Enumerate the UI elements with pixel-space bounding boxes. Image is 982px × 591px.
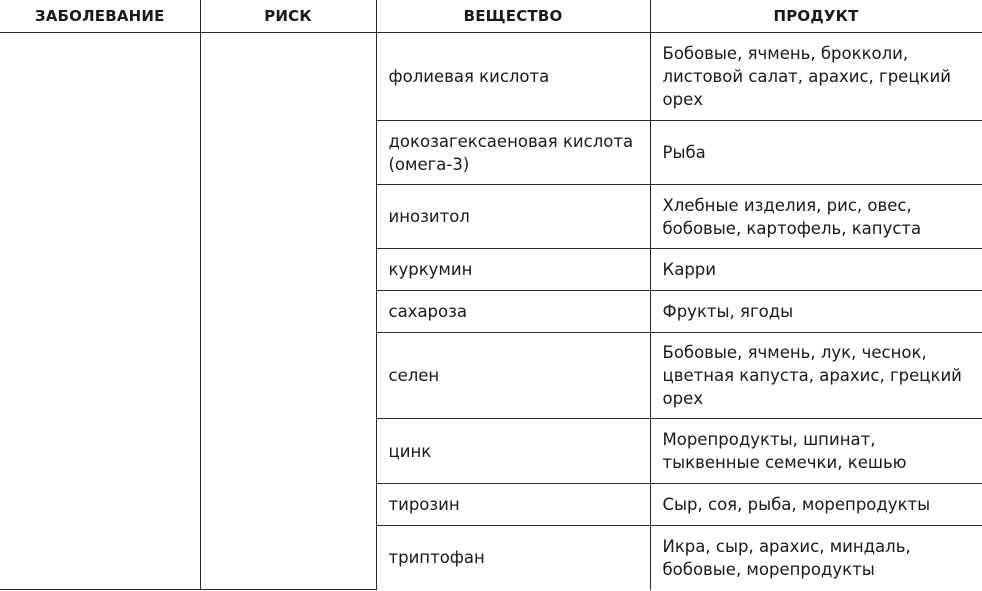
product-cell: Бобовые, ячмень, брокколи, листовой салат, арахис, грецкий орех bbox=[650, 33, 982, 121]
substance-cell: селен bbox=[376, 333, 650, 419]
substance-cell: куркумин bbox=[376, 249, 650, 291]
product-cell: Фрукты, ягоды bbox=[650, 291, 982, 333]
risk-cell bbox=[200, 33, 376, 590]
substance-cell: тирозин bbox=[376, 484, 650, 526]
product-cell: Рыба bbox=[650, 121, 982, 185]
substance-cell: докозагексаеновая кислота (омега-3) bbox=[376, 121, 650, 185]
header-risk: РИСК bbox=[200, 0, 376, 33]
header-row bbox=[0, 0, 982, 33]
product-cell: Хлебные изделия, рис, овес, бобовые, картофель, капуста bbox=[650, 185, 982, 249]
product-cell: Бобовые, ячмень, лук, чеснок, цветная капуста, арахис, грецкий орех bbox=[650, 333, 982, 419]
substance-cell: инозитол bbox=[376, 185, 650, 249]
header-product: ПРОДУКТ bbox=[650, 0, 982, 33]
disease-cell bbox=[0, 33, 200, 590]
product-cell: Морепродукты, шпинат, тыквенные семечки, кешью bbox=[650, 419, 982, 484]
table-row bbox=[0, 33, 982, 121]
product-cell: Карри bbox=[650, 249, 982, 291]
product-cell: Икра, сыр, арахис, миндаль, бобовые, морепродукты bbox=[650, 526, 982, 590]
substance-cell: триптофан bbox=[376, 526, 650, 590]
substance-cell: фолиевая кислота bbox=[376, 33, 650, 121]
substance-cell: сахароза bbox=[376, 291, 650, 333]
header-substance: ВЕЩЕСТВО bbox=[376, 0, 650, 33]
substance-cell: цинк bbox=[376, 419, 650, 484]
product-cell: Сыр, соя, рыба, морепродукты bbox=[650, 484, 982, 526]
header-disease: ЗАБОЛЕВАНИЕ bbox=[0, 0, 200, 33]
